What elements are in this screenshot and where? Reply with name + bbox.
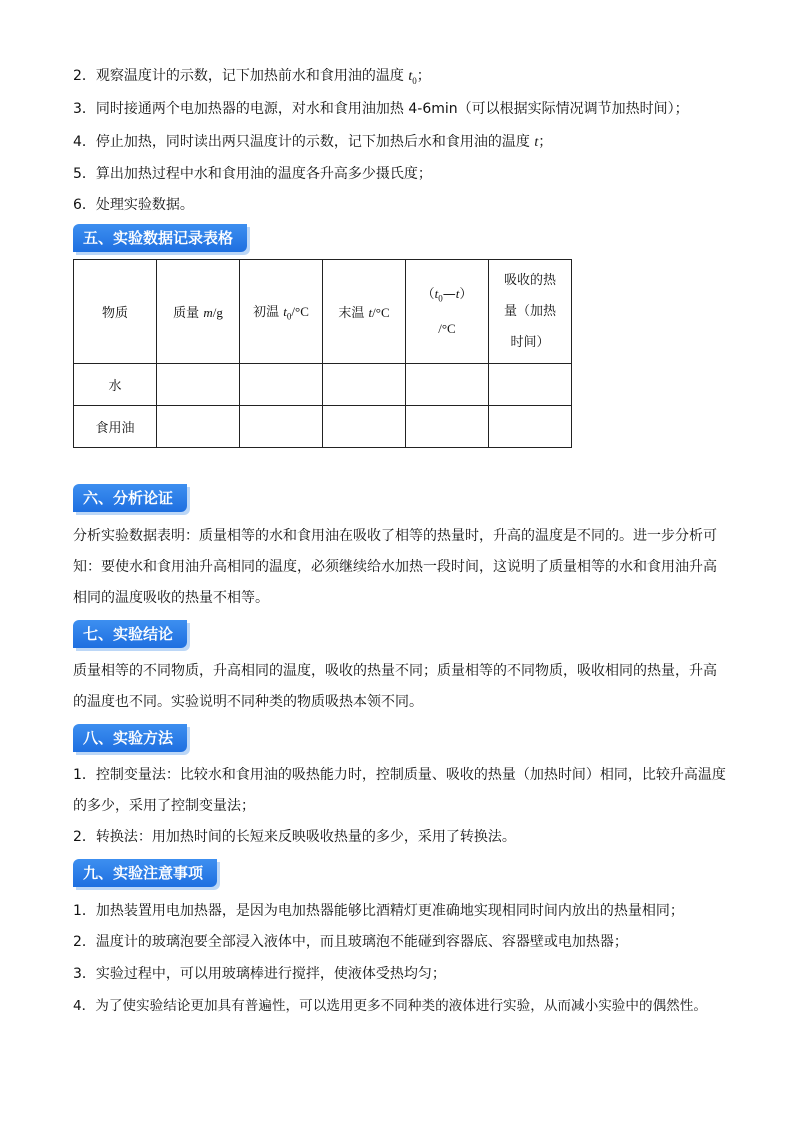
header-heat-absorbed <box>489 260 572 364</box>
cell-empty <box>489 364 572 406</box>
method-conversion: 2．转换法：用加热时间的长短来反映吸收热量的多少，采用了转换法。 <box>73 829 516 845</box>
unit-g: /g <box>212 305 223 320</box>
paren-close: ） <box>459 287 473 303</box>
cell-empty <box>323 406 406 448</box>
variable-t: t <box>368 305 373 320</box>
table-header-row <box>74 260 572 364</box>
data-record-table <box>73 259 572 448</box>
cell-empty <box>157 364 240 406</box>
step-number: 5 <box>73 166 82 182</box>
section-9-header <box>73 859 217 887</box>
variable-t: t <box>283 304 287 320</box>
section-6-header <box>73 484 187 512</box>
step-punct: ； <box>538 134 553 150</box>
subscript-0: 0 <box>412 75 417 86</box>
cell-empty <box>323 364 406 406</box>
header-initial-temp <box>240 260 323 364</box>
conclusion-paragraph: 质量相等的不同物质，升高相同的温度，吸收的热量不同；质量相等的不同物质，吸收相同的热量，升高的温度也不同。实验说明不同种类的物质吸热本领不同。 <box>73 663 717 710</box>
unit-celsius: /°C <box>291 304 309 320</box>
step-text: 观察温度计的示数，记下加热前水和食用油的温度 <box>95 68 409 84</box>
section-title: 八、实验方法 <box>73 724 187 752</box>
step-3 <box>73 99 689 119</box>
step-4 <box>73 132 552 153</box>
header-substance: 物质 <box>74 260 157 364</box>
method-control-variable: 1．控制变量法：比较水和食用油的吸热能力时，控制质量、吸收的热量（加热时间）相同，比较升高温度的多少，采用了控制变量法； <box>73 767 726 814</box>
heat-label-line-1: 吸收的热 <box>503 273 556 288</box>
header-temp-change <box>406 260 489 364</box>
cell-empty <box>240 364 323 406</box>
cell-empty <box>406 364 489 406</box>
step-2 <box>73 66 431 91</box>
step-punct: ； <box>416 68 431 84</box>
header-final-temp <box>323 260 406 364</box>
section-title: 五、实验数据记录表格 <box>73 224 247 252</box>
note-4: 4．为了使实验结论更加具有普遍性，可以选用更多不同种类的液体进行实验，从而减小实验中的偶然性。 <box>73 998 707 1014</box>
section-title: 六、分析论证 <box>73 484 187 512</box>
cell-empty <box>240 406 323 448</box>
step-number: 4 <box>73 134 82 150</box>
step-text: 算出加热过程中水和食用油的温度各升高多少摄氏度； <box>95 166 432 182</box>
variable-t: t <box>534 135 539 150</box>
subscript-0: 0 <box>438 293 443 304</box>
step-number: 6 <box>73 197 82 213</box>
unit-celsius: /°C <box>372 305 390 320</box>
step-6 <box>73 195 194 215</box>
step-number: 2 <box>73 68 82 84</box>
variable-t: t <box>455 286 460 302</box>
section-5-header <box>73 224 247 252</box>
row-label-water: 水 <box>74 364 157 406</box>
step-number: 3 <box>73 101 82 117</box>
subscript-0: 0 <box>286 311 292 322</box>
step-5 <box>73 164 432 184</box>
section-8-header <box>73 724 187 752</box>
table-row-oil <box>74 406 572 448</box>
step-dot: ． <box>81 197 96 213</box>
step-text: 同时接通两个电加热器的电源，对水和食用油加热 4-6min（可以根据实际情况调节加热时间）； <box>95 101 689 117</box>
variable-t: t <box>408 69 413 84</box>
row-label-oil: 食用油 <box>74 406 157 448</box>
cell-empty <box>489 406 572 448</box>
header-mass-label: 质量 <box>173 306 204 321</box>
header-final-label: 末温 <box>338 306 369 321</box>
heat-label-line-2: 量（加热 <box>503 304 556 319</box>
variable-m: m <box>203 305 213 320</box>
heat-label-line-3: 时间） <box>510 335 550 350</box>
note-3: 3．实验过程中，可以用玻璃棒进行搅拌，使液体受热均匀； <box>73 966 446 982</box>
note-2: 2．温度计的玻璃泡要全部浸入液体中，而且玻璃泡不能碰到容器底、容器壁或电加热器； <box>73 934 628 950</box>
header-mass <box>157 260 240 364</box>
cell-empty <box>157 406 240 448</box>
table-row-water <box>74 364 572 406</box>
step-text: 停止加热，同时读出两只温度计的示数，记下加热后水和食用油的温度 <box>95 134 535 150</box>
variable-t: t <box>434 286 439 302</box>
dash: — <box>442 287 456 303</box>
temp-change-expression <box>406 279 488 314</box>
step-dot: ． <box>81 68 96 84</box>
section-7-header <box>73 620 187 648</box>
cell-empty <box>406 406 489 448</box>
step-dot: ． <box>81 166 96 182</box>
section-title: 九、实验注意事项 <box>73 859 217 887</box>
step-text: 处理实验数据。 <box>95 197 194 213</box>
temp-change-unit: /°C <box>438 320 456 336</box>
step-dot: ． <box>81 134 96 150</box>
paren-open: （ <box>421 287 435 303</box>
header-initial-label: 初温 <box>253 305 284 321</box>
step-dot: ． <box>81 101 96 117</box>
analysis-paragraph: 分析实验数据表明：质量相等的水和食用油在吸收了相等的热量时，升高的温度是不同的。进一步分析可知：要使水和食用油升高相同的温度，必须继续给水加热一段时间，这说明了质量相等的水和食用油升高相同的温度吸收的热量不相等。 <box>73 528 717 606</box>
section-title: 七、实验结论 <box>73 620 187 648</box>
note-1: 1．加热装置用电加热器，是因为电加热器能够比酒精灯更准确地实现相同时间内放出的热量相同； <box>73 903 684 919</box>
